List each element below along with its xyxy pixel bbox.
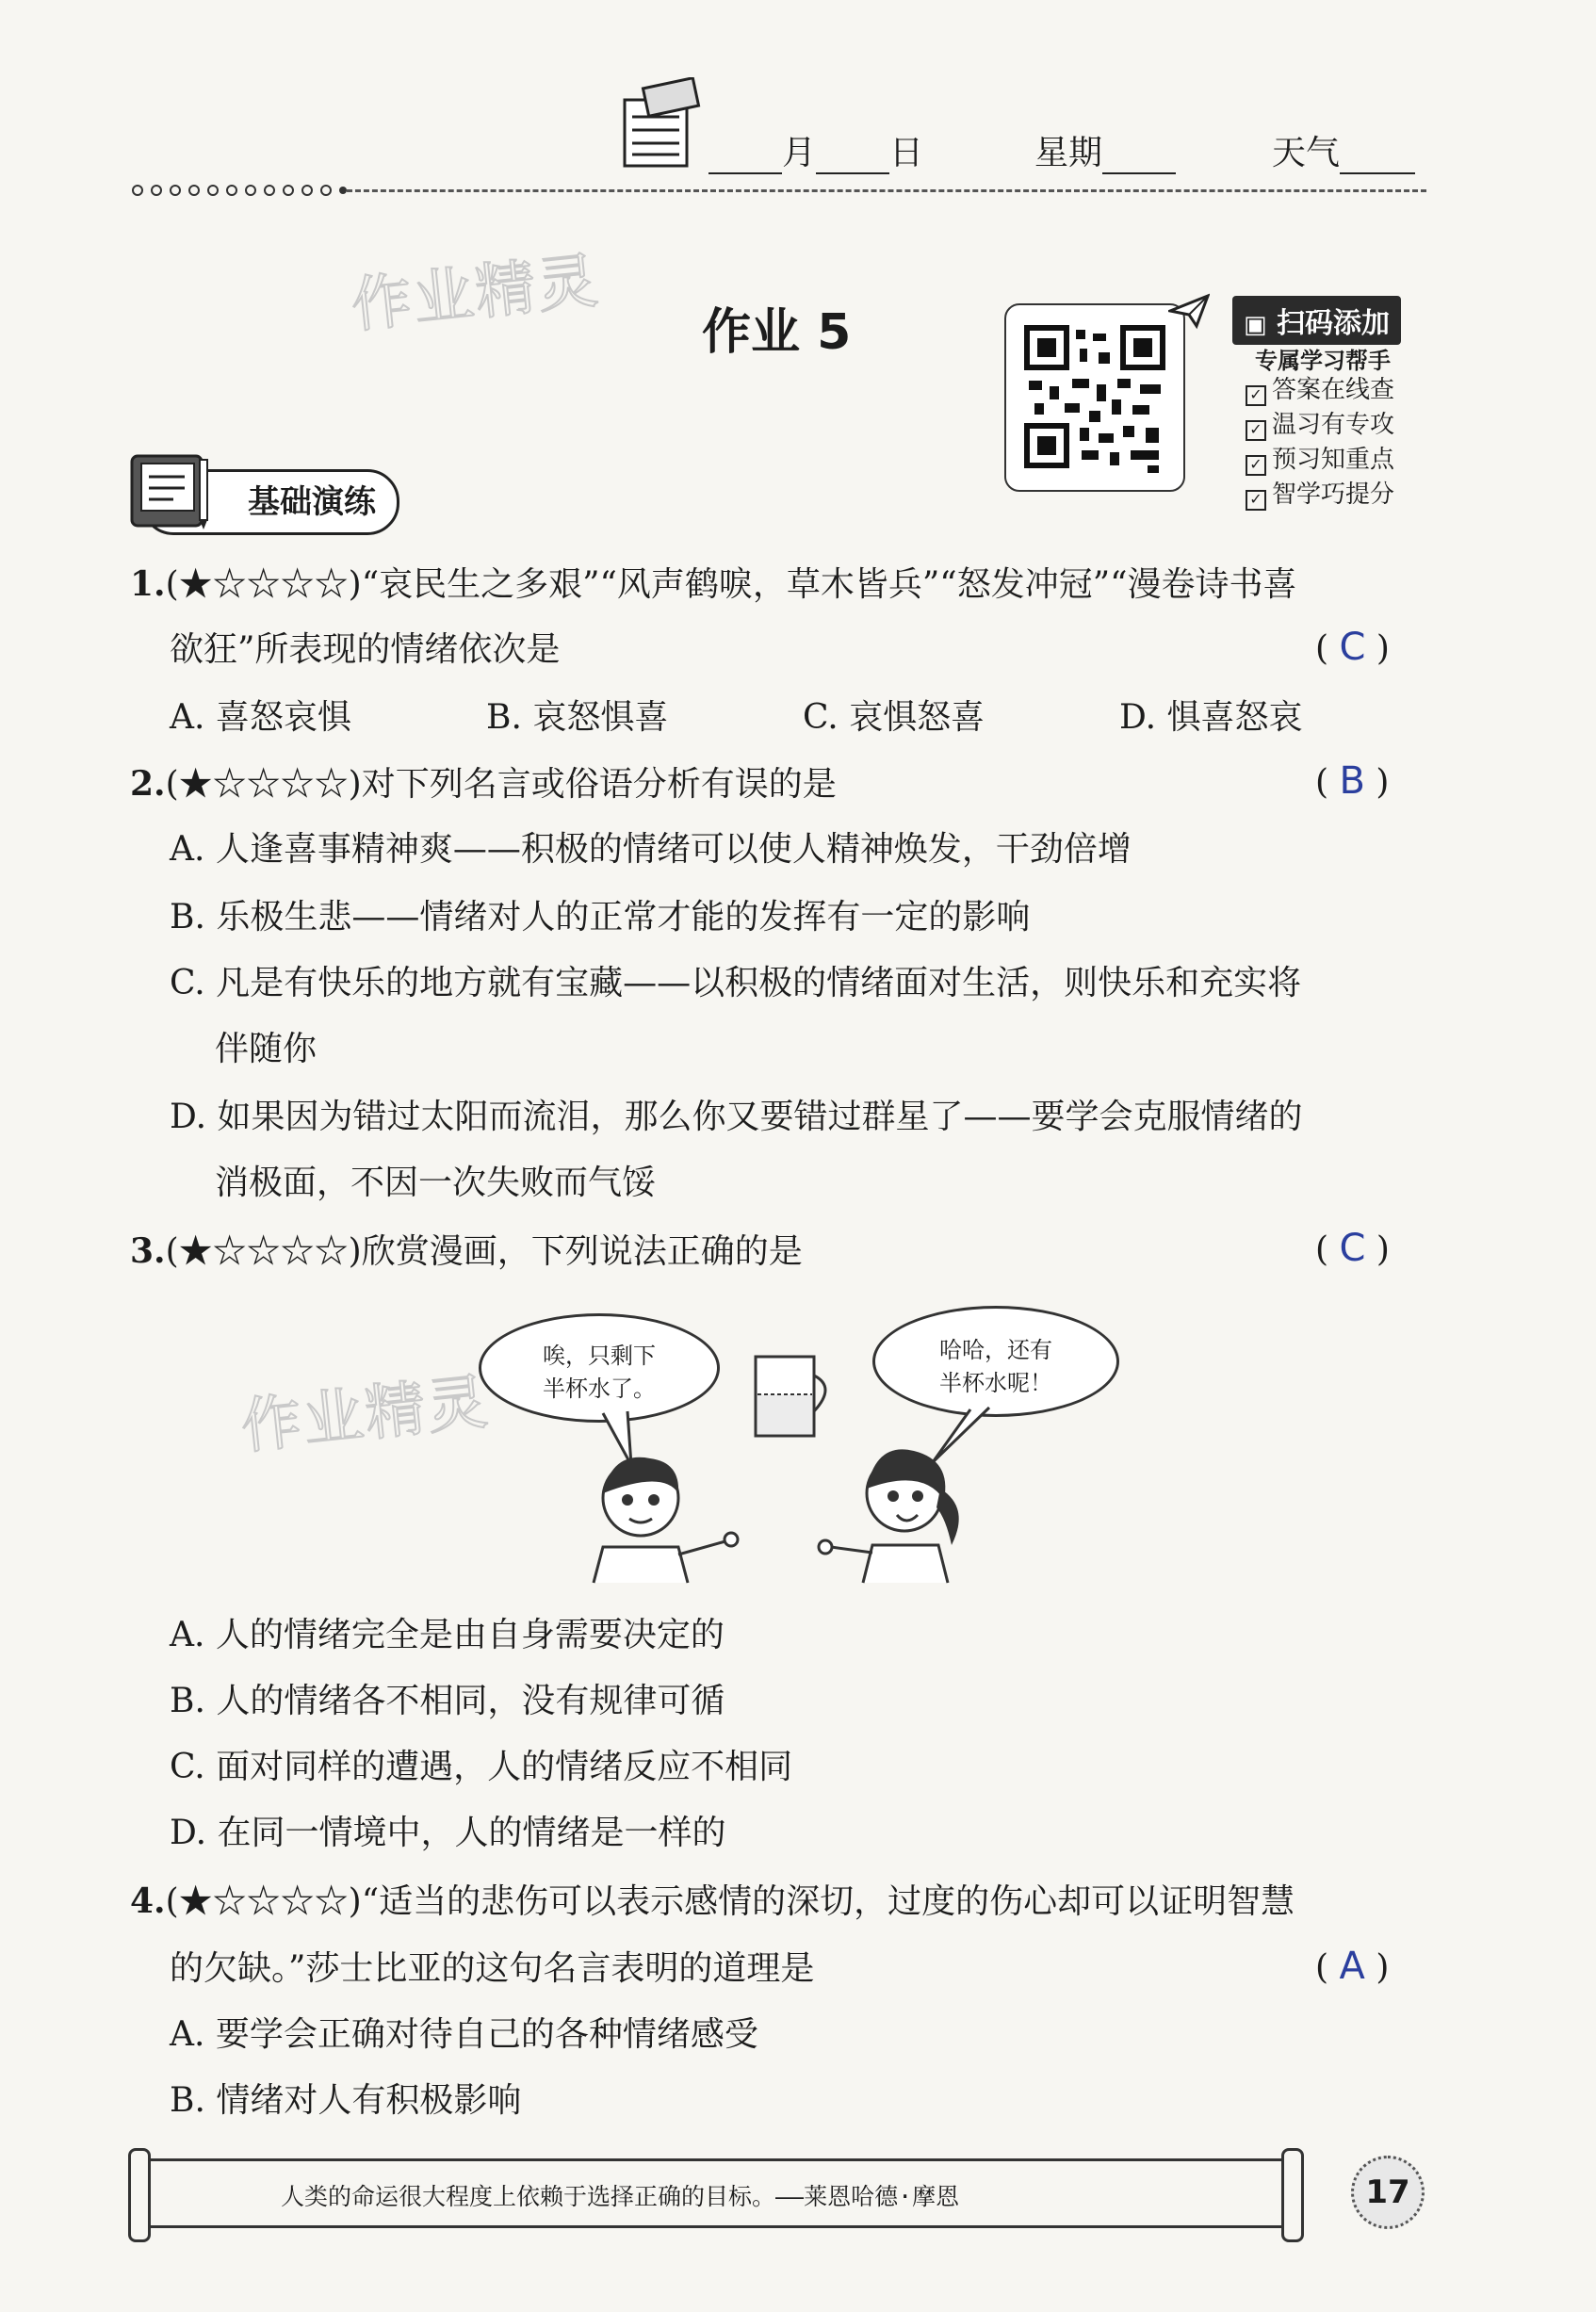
right-speech-bubble: 哈哈，还有 半杯水呢！ [872, 1306, 1119, 1417]
question-number: 3. [130, 1231, 166, 1271]
option: B. 乐极生悲——情绪对人的正常才能的发挥有一定的影响 [170, 898, 1031, 936]
option: B. 人的情绪各不相同，没有规律可循 [170, 1682, 725, 1720]
checkbox-checked-icon: ✓ [1246, 455, 1266, 476]
page-number: 17 [1351, 2156, 1425, 2229]
option: D. 在同一情境中，人的情绪是一样的 [170, 1814, 726, 1852]
option: B. 情绪对人有积极影响 [170, 2081, 522, 2120]
weekday-blank[interactable] [1102, 142, 1176, 174]
option: A. 人逢喜事精神爽——积极的情绪可以使人精神焕发，干劲倍增 [170, 830, 1132, 869]
book-icon [126, 450, 217, 539]
calendar-icon [617, 77, 702, 171]
question-4-stem-line-1: 4.(★☆☆☆☆)“适当的悲伤可以表示感情的深切，过度的伤心却可以证明智慧 [130, 1881, 1295, 1921]
boy-figure [594, 1457, 738, 1583]
difficulty-stars: (★☆☆☆☆) [165, 1232, 362, 1271]
answer-blank[interactable]: ( B ) [1315, 759, 1390, 803]
watermark-top: 作业精灵 [348, 246, 603, 342]
difficulty-stars: (★☆☆☆☆) [165, 565, 362, 604]
qr-feature-item: ✓ 答案在线查 [1246, 373, 1394, 408]
weather-blank[interactable] [1340, 142, 1415, 174]
checkbox-checked-icon: ✓ [1246, 420, 1266, 441]
watermark-middle: 作业精灵 [237, 1367, 493, 1463]
qr-feature-item: ✓ 温习有专攻 [1246, 408, 1394, 443]
scan-icon: ▣ [1244, 311, 1267, 339]
qr-scan-tag [1232, 296, 1401, 345]
option: D. 如果因为错过太阳而流泪，那么你又要错过群星了——要学会克服情绪的 [170, 1098, 1303, 1136]
option: A. 喜怒哀惧 [170, 698, 351, 737]
option: A. 人的情绪完全是由自身需要决定的 [170, 1616, 725, 1654]
difficulty-stars: (★☆☆☆☆) [165, 765, 362, 804]
weather-field [1272, 126, 1415, 174]
page-title: 作业 5 [702, 304, 852, 361]
checkbox-checked-icon: ✓ [1246, 385, 1266, 406]
option: C. 凡是有快乐的地方就有宝藏——以积极的情绪面对生活，则快乐和充实将 [170, 964, 1302, 1002]
answer-value: A [1339, 1945, 1365, 1988]
option-continuation: 消极面，不因一次失败而气馁 [215, 1164, 657, 1202]
option: C. 面对同样的遭遇，人的情绪反应不相同 [170, 1748, 793, 1786]
option: D. 惧喜怒哀 [1119, 698, 1303, 737]
left-speech-bubble: 唉，只剩下 半杯水了。 [479, 1313, 720, 1423]
section-label: 基础演练 [141, 469, 399, 535]
comic-drawing [462, 1300, 1140, 1602]
weather-label: 天气 [1272, 134, 1341, 172]
qr-feature-list [1246, 373, 1394, 513]
day-blank[interactable] [816, 142, 889, 174]
qr-code-box[interactable] [1004, 303, 1185, 492]
qr-code-icon [1006, 305, 1183, 490]
question-4-stem-line-2: 的欠缺。”莎士比亚的这句名言表明的道理是 [170, 1949, 815, 1988]
qr-feature-item: ✓ 预习知重点 [1246, 443, 1394, 478]
weekday-field [1034, 126, 1176, 174]
answer-blank[interactable]: ( A ) [1315, 1945, 1390, 1988]
girl-figure [819, 1449, 959, 1583]
answer-blank[interactable]: ( C ) [1315, 626, 1390, 669]
answer-value: C [1339, 626, 1366, 669]
option-continuation: 伴随你 [215, 1030, 318, 1068]
header-divider [347, 189, 1426, 192]
answer-value: C [1339, 1227, 1366, 1270]
difficulty-stars: (★☆☆☆☆) [165, 1882, 362, 1921]
qr-feature-item: ✓ 智学巧提分 [1246, 478, 1394, 513]
option: C. 哀惧怒喜 [803, 698, 985, 737]
header-dots [130, 181, 349, 200]
question-number: 2. [130, 764, 166, 804]
scroll-left-end-icon [128, 2148, 151, 2242]
answer-value: B [1339, 759, 1365, 803]
question-number: 1. [130, 564, 166, 604]
comic-illustration [462, 1300, 1140, 1602]
month-label: 月 [782, 134, 817, 172]
checkbox-checked-icon: ✓ [1246, 490, 1266, 511]
paper-plane-icon [1168, 292, 1210, 334]
footer-quote: 人类的命运很大程度上依赖于选择正确的目标。——莱恩哈德·摩恩 [281, 2183, 960, 2210]
answer-blank[interactable]: ( C ) [1315, 1227, 1390, 1270]
glass-icon [756, 1357, 825, 1436]
date-line [708, 126, 923, 174]
question-2-stem: 2.(★☆☆☆☆)对下列名言或俗语分析有误的是 [130, 764, 837, 804]
question-3-stem: 3.(★☆☆☆☆)欣赏漫画，下列说法正确的是 [130, 1231, 803, 1271]
option: A. 要学会正确对待自己的各种情绪感受 [170, 2015, 758, 2054]
option: B. 哀怒惧喜 [486, 698, 669, 737]
scroll-right-end-icon [1281, 2148, 1304, 2242]
day-label: 日 [889, 134, 924, 172]
footer-banner [139, 2158, 1289, 2228]
qr-subtitle: 专属学习帮手 [1255, 348, 1391, 374]
question-number: 4. [130, 1881, 166, 1921]
weekday-label: 星期 [1034, 134, 1103, 172]
qr-tag-label: 扫码添加 [1277, 307, 1391, 340]
question-1-stem-line-1: 1.(★☆☆☆☆)“哀民生之多艰”“风声鹤唳，草木皆兵”“怒发冲冠”“漫卷诗书喜 [130, 564, 1297, 604]
question-1-stem-line-2: 欲狂”所表现的情绪依次是 [170, 630, 561, 669]
month-blank[interactable] [708, 142, 782, 174]
